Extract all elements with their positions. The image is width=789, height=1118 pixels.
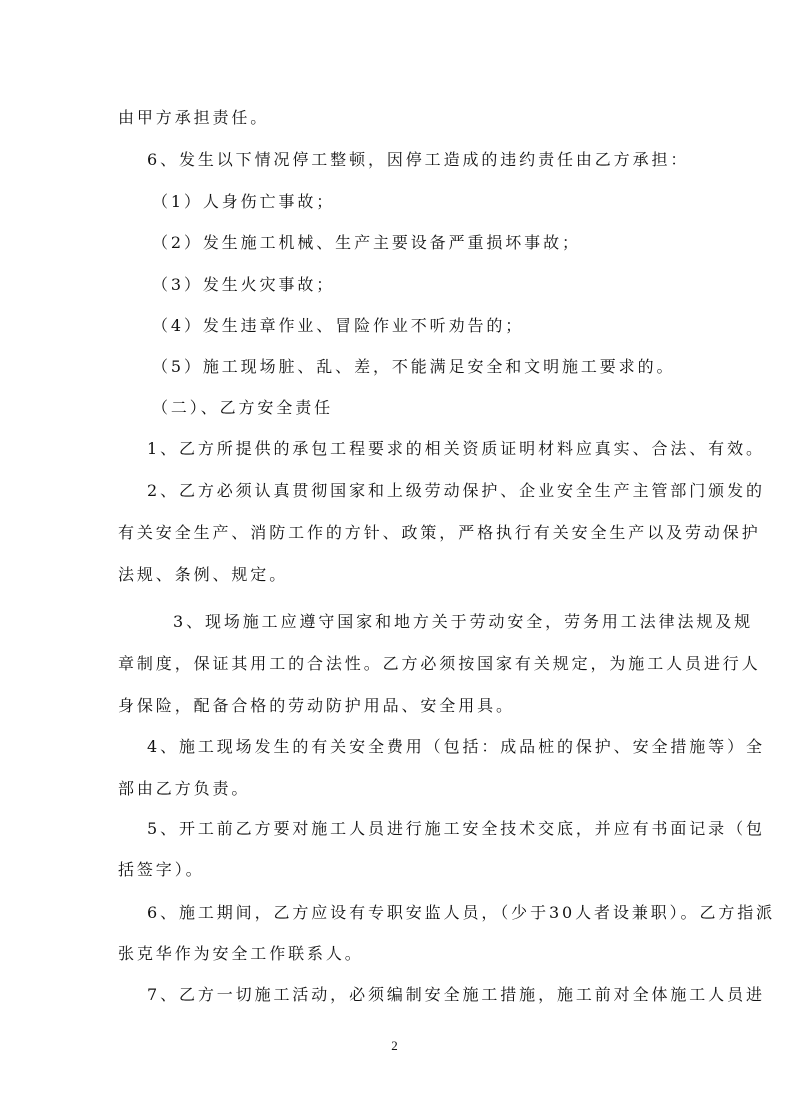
text-line: 章制度，保证其用工的合法性。乙方必须按国家有关规定，为施工人员进行人 xyxy=(118,654,761,673)
section-heading: （二）、乙方安全责任 xyxy=(152,398,334,417)
text-line: 4、施工现场发生的有关安全费用（包括：成品桩的保护、安全措施等）全 xyxy=(147,737,765,756)
text-line: 3、现场施工应遵守国家和地方关于劳动安全，劳务用工法律法规及规 xyxy=(173,612,754,631)
text-line: （5）施工现场脏、乱、差，不能满足安全和文明施工要求的。 xyxy=(152,357,676,376)
text-line: 6、发生以下情况停工整顿，因停工造成的违约责任由乙方承担： xyxy=(147,150,690,169)
text-line: 2、乙方必须认真贯彻国家和上级劳动保护、企业安全生产主管部门颁发的 xyxy=(147,481,765,500)
text-line: 6、施工期间，乙方应设有专职安监人员，（少于30人者设兼职）。乙方指派 xyxy=(147,903,776,922)
text-line: 身保险，配备合格的劳动防护用品、安全用具。 xyxy=(118,696,515,715)
text-line: 括签字）。 xyxy=(118,860,205,879)
text-line: （1）人身伤亡事故； xyxy=(152,192,336,211)
text-line: 5、开工前乙方要对施工人员进行施工安全技术交底，并应有书面记录（包 xyxy=(147,819,765,838)
text-line: （4）发生违章作业、冒险作业不听劝告的； xyxy=(152,316,525,335)
text-line: 法规、条例、规定。 xyxy=(118,565,289,584)
text-line: 1、乙方所提供的承包工程要求的相关资质证明材料应真实、合法、有效。 xyxy=(147,439,765,458)
text-line: 张克华作为安全工作联系人。 xyxy=(118,944,364,963)
text-line: 7、乙方一切施工活动，必须编制安全施工措施，施工前对全体施工人员进 xyxy=(147,985,765,1004)
text-line: 由甲方承担责任。 xyxy=(118,108,270,127)
text-line: （2）发生施工机械、生产主要设备严重损坏事故； xyxy=(152,233,581,252)
text-line: 部由乙方负责。 xyxy=(118,779,251,798)
text-line: （3）发生火灾事故； xyxy=(152,275,336,294)
page-number: 2 xyxy=(391,1038,398,1053)
text-line: 有关安全生产、消防工作的方针、政策，严格执行有关安全生产以及劳动保护 xyxy=(118,523,761,542)
